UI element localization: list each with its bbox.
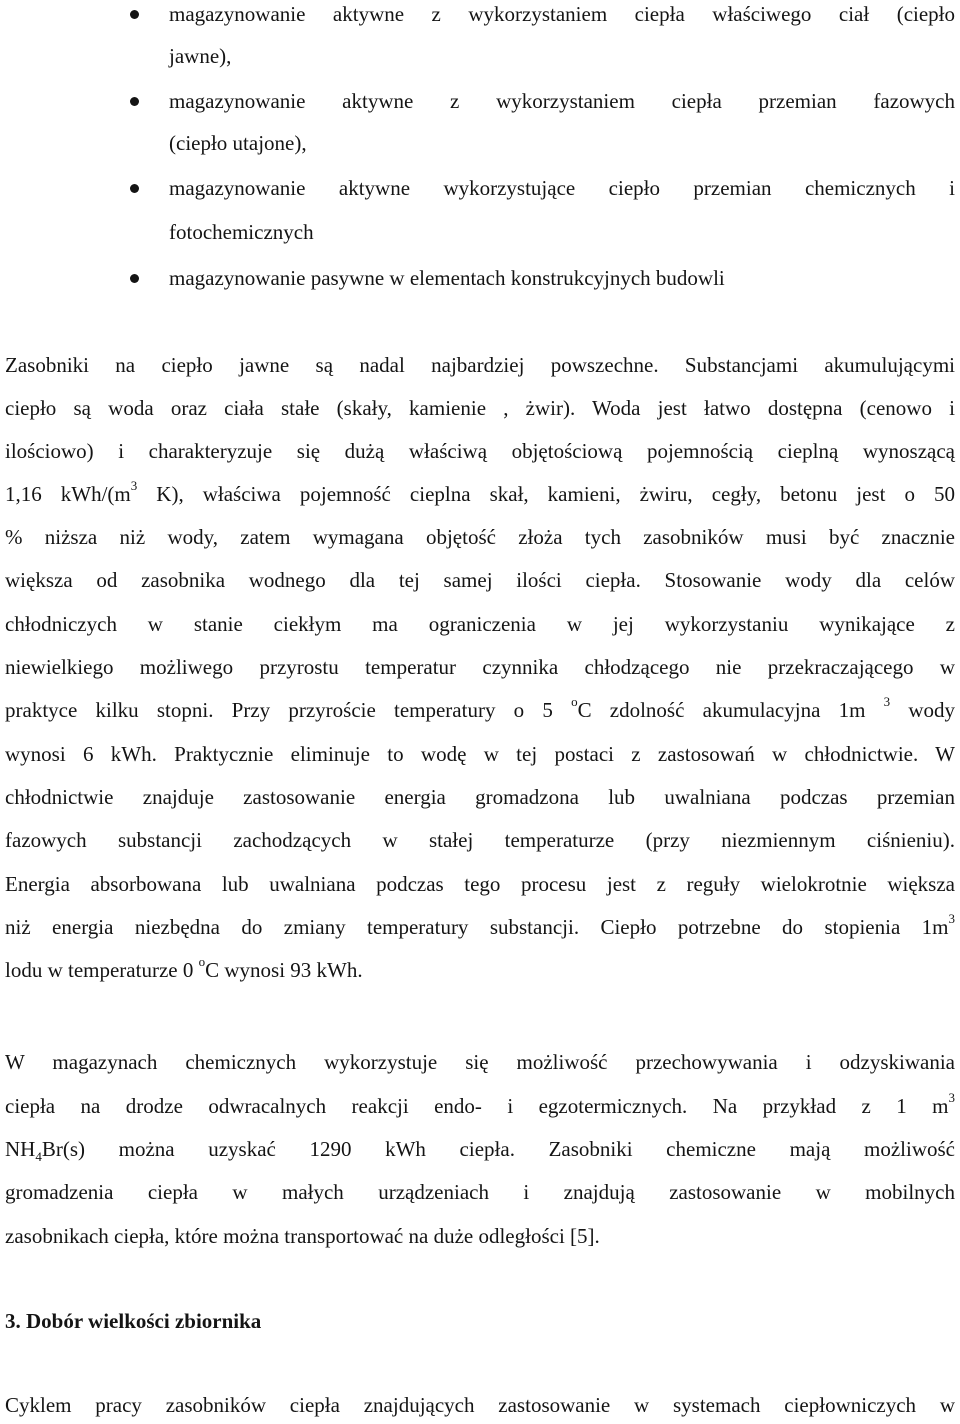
text-line: ciepło są woda oraz ciała stałe (skały, kamienie , żwir). Woda jest łatwo dostępna (cenowo i bbox=[5, 396, 955, 420]
list-item-text: magazynowanie aktywne wykorzystujące ciepło przemian chemicznych i bbox=[169, 176, 955, 200]
bullet-icon bbox=[130, 10, 139, 19]
text-line: ciepła na drodze odwracalnych reakcji endo- i egzotermicznych. Na przykład z 1 $m^3$ bbox=[5, 1090, 955, 1118]
text-line: gromadzenia ciepła w małych urządzeniach i znajdują zastosowanie w mobilnych bbox=[5, 1180, 955, 1204]
text-line: Cyklem pracy zasobników ciepła znajdujących zastosowanie w systemach ciepłowniczych w bbox=[5, 1393, 955, 1417]
section-heading: 3. Dobór wielkości zbiornika bbox=[5, 1309, 262, 1333]
list-item-text: magazynowanie aktywne z wykorzystaniem ciepła przemian fazowych bbox=[169, 89, 955, 113]
list-item-text: (ciepło utajone), bbox=[169, 131, 307, 155]
text-line: % niższa niż wody, zatem wymagana objętość złoża tych zasobników musi być znacznie bbox=[5, 525, 955, 549]
list-item-text: magazynowanie pasywne w elementach konstrukcyjnych budowli bbox=[169, 266, 725, 290]
text-line: lodu w temperaturze 0 $^o$C wynosi 93 kWh. bbox=[5, 954, 363, 982]
text-line: chłodnictwie znajduje zastosowanie energia gromadzona lub uwalniana podczas przemian bbox=[5, 785, 955, 809]
text-line: ilościowo) i charakteryzuje się dużą właściwą objętościową pojemnością cieplną wynoszącą bbox=[5, 439, 955, 463]
text-line: niż energia niezbędna do zmiany temperatury substancji. Ciepło potrzebne do stopienia $1m^3$ bbox=[5, 911, 955, 939]
text-line: fazowych substancji zachodzących w stałej temperaturze (przy niezmiennym ciśnieniu). bbox=[5, 828, 955, 852]
list-item-text: fotochemicznych bbox=[169, 220, 314, 244]
text-line: W magazynach chemicznych wykorzystuje się możliwość przechowywania i odzyskiwania bbox=[5, 1050, 955, 1074]
text-line: zasobnikach ciepła, które można transportować na duże odległości [5]. bbox=[5, 1224, 600, 1248]
text-line: 1,16 kWh/($m^3$ K), właściwa pojemność cieplna skał, kamieni, żwiru, cegły, betonu jest o 50 bbox=[5, 478, 956, 506]
text-line: wynosi 6 kWh. Praktycznie eliminuje to wodę w tej postaci z zastosowań w chłodnictwie. W bbox=[5, 742, 955, 766]
text-line: praktyce kilku stopni. Przy przyroście temperatury o 5 $^o$C zdolność akumulacyjna 1m $^3$ wody bbox=[5, 694, 956, 722]
text-line: Zasobniki na ciepło jawne są nadal najbardziej powszechne. Substancjami akumulującymi bbox=[5, 353, 955, 377]
text-line: Energia absorbowana lub uwalniana podczas tego procesu jest z reguły wielokrotnie większa bbox=[5, 872, 955, 896]
bullet-icon bbox=[130, 97, 139, 106]
list-item-text: jawne), bbox=[169, 44, 232, 68]
text-line: $NH_4Br(s)$ można uzyskać 1290 kWh ciepła. Zasobniki chemiczne mają możliwość bbox=[5, 1137, 955, 1164]
text-line: większa od zasobnika wodnego dla tej samej ilości ciepła. Stosowanie wody dla celów bbox=[5, 568, 955, 592]
bullet-icon bbox=[130, 184, 139, 193]
bullet-icon bbox=[130, 274, 139, 283]
text-line: niewielkiego możliwego przyrostu temperatur czynnika chłodzącego nie przekraczającego w bbox=[5, 655, 955, 679]
text-line: chłodniczych w stanie ciekłym ma ograniczenia w jej wykorzystaniu wynikające z bbox=[5, 612, 955, 636]
list-item-text: magazynowanie aktywne z wykorzystaniem ciepła właściwego ciał (ciepło bbox=[169, 2, 955, 26]
